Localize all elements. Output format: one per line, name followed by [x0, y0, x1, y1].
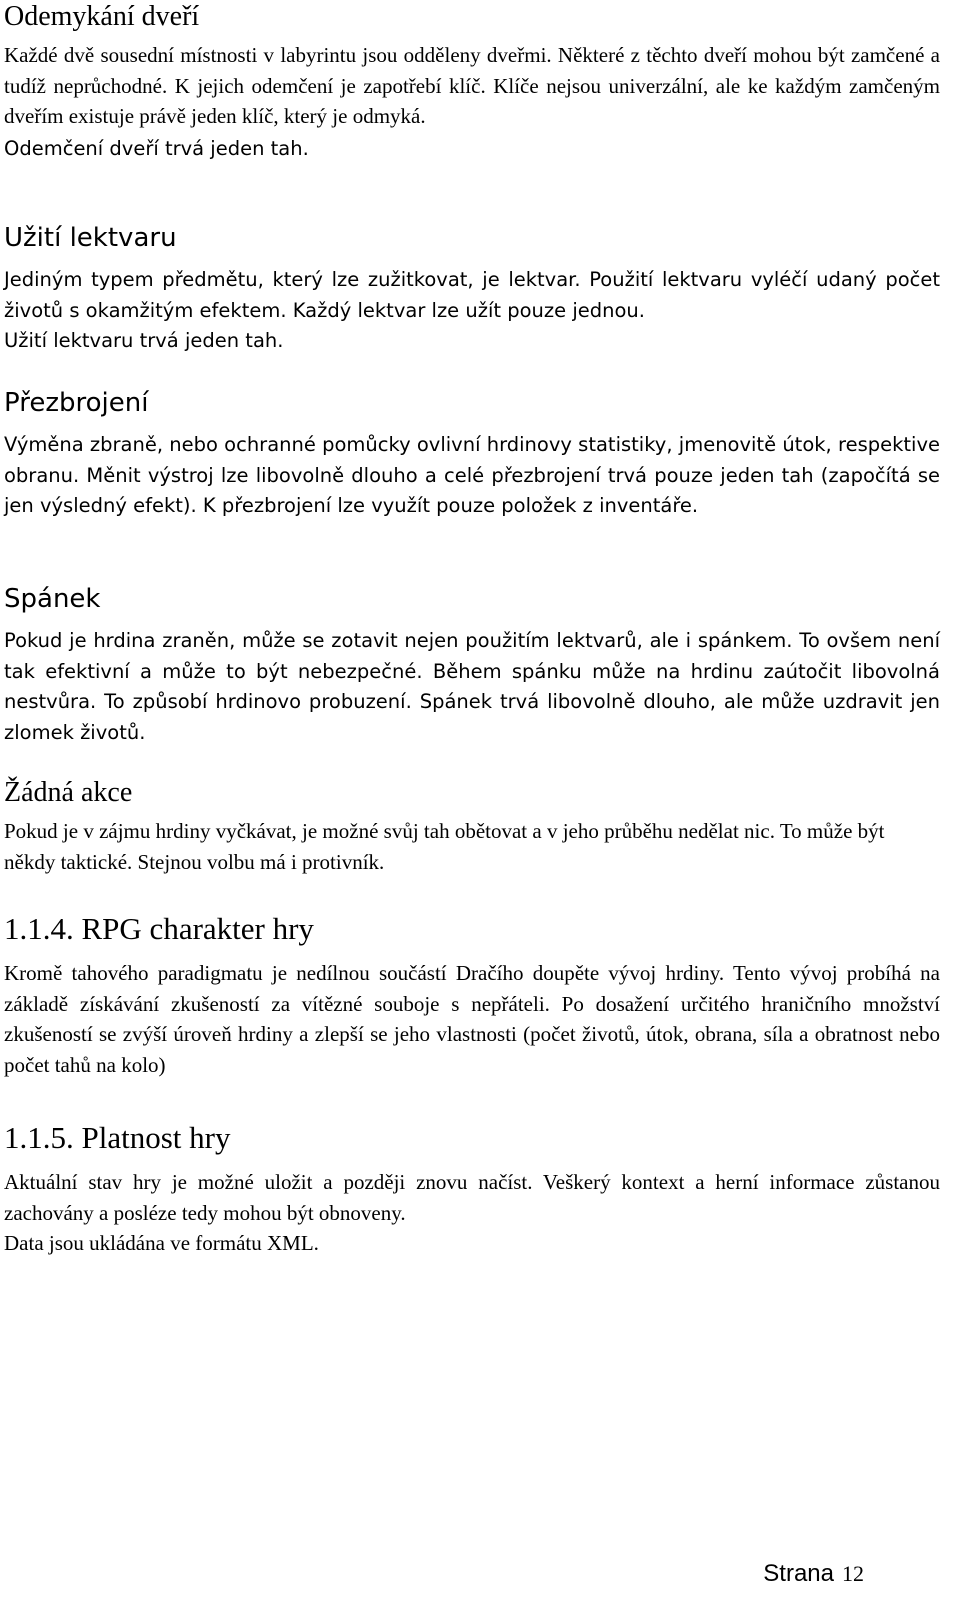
section-paragraph: Kromě tahového paradigmatu je nedílnou součástí Dračího doupěte vývoj hrdiny. Tento vývoj probíhá na základě získávání zkušeností za vítězné souboje s nepřáteli. Po dosažení určitého hraničního množství zkušeností se zvýší úroveň hrdiny a zlepší se jeho vlastnosti (počet životů, útok, obrana, síla a obratnost nebo počet tahů na kolo) [4, 961, 940, 1077]
section-paragraph: Výměna zbraně, nebo ochranné pomůcky ovlivní hrdinovy statistiky, jmenovitě útok, respektive obranu. Měnit výstroj lze libovolně dlouho a celé přezbrojení trvá pouze jeden tah (započítá se jen výsledný efekt). K přezbrojení lze využít pouze položek z inventáře. [4, 433, 940, 517]
section-odemykani [4, 0, 940, 164]
section-paragraph: Jediným typem předmětu, který lze zužitkovat, je lektvar. Použití lektvaru vyléčí udaný počet životů s okamžitým efektem. Každý lektvar lze užít pouze jednou. [4, 268, 940, 322]
section-paragraph: Každé dvě sousední místnosti v labyrintu jsou odděleny dveřmi. Některé z těchto dveří mohou být zamčené a tudíž neprůchodné. K jejich odemčení je zapotřebí klíč. Klíče nejsou univerzální, ale ke každým zamčeným dveřím existuje právě jeden klíč, který je odmyká. [4, 43, 940, 128]
page-label: Strana [763, 1560, 834, 1587]
section-prezbrojeni [4, 386, 940, 522]
section-spanek [4, 582, 940, 748]
page-number: 12 [842, 1561, 864, 1586]
page-footer [763, 1559, 864, 1589]
section-paragraph: Aktuální stav hry je možné uložit a později znovu načíst. Veškerý kontext a herní informace zůstanou zachovány a posléze tedy mohou být obnoveny. [4, 1170, 940, 1225]
section-note: Užití lektvaru trvá jeden tah. [4, 329, 284, 352]
section-paragraph: Pokud je hrdina zraněn, může se zotavit nejen použitím lektvarů, ale i spánkem. To ovšem není tak efektivní a může to být nebezpečné. Během spánku může na hrdinu zaútočit libovolná nestvůra. To způsobí hrdinovo probuzení. Spánek trvá libovolně dlouho, ale může uzdravit jen zlomek životů. [4, 629, 940, 744]
section-note: Odemčení dveří trvá jeden tah. [4, 136, 309, 160]
section-title: Přezbrojení [4, 388, 149, 418]
section-note: Data jsou ukládána ve formátu XML. [4, 1231, 319, 1255]
section-platnost-hry [4, 1119, 940, 1259]
section-rpg-charakter [4, 910, 940, 1080]
section-zadna-akce [4, 776, 940, 877]
section-title: 1.1.4. RPG charakter hry [4, 911, 314, 946]
section-title: Spánek [4, 584, 101, 614]
section-title: Užití lektvaru [4, 223, 177, 253]
section-title: Odemykání dveří [4, 1, 200, 32]
section-title: 1.1.5. Platnost hry [4, 1120, 231, 1155]
section-paragraph: Pokud je v zájmu hrdiny vyčkávat, je možné svůj tah obětovat a v jeho průběhu nedělat nic. To může být někdy taktické. Stejnou volbu má i protivník. [4, 819, 885, 874]
section-title: Žádná akce [4, 777, 133, 808]
section-uziti-lektvaru [4, 221, 940, 357]
